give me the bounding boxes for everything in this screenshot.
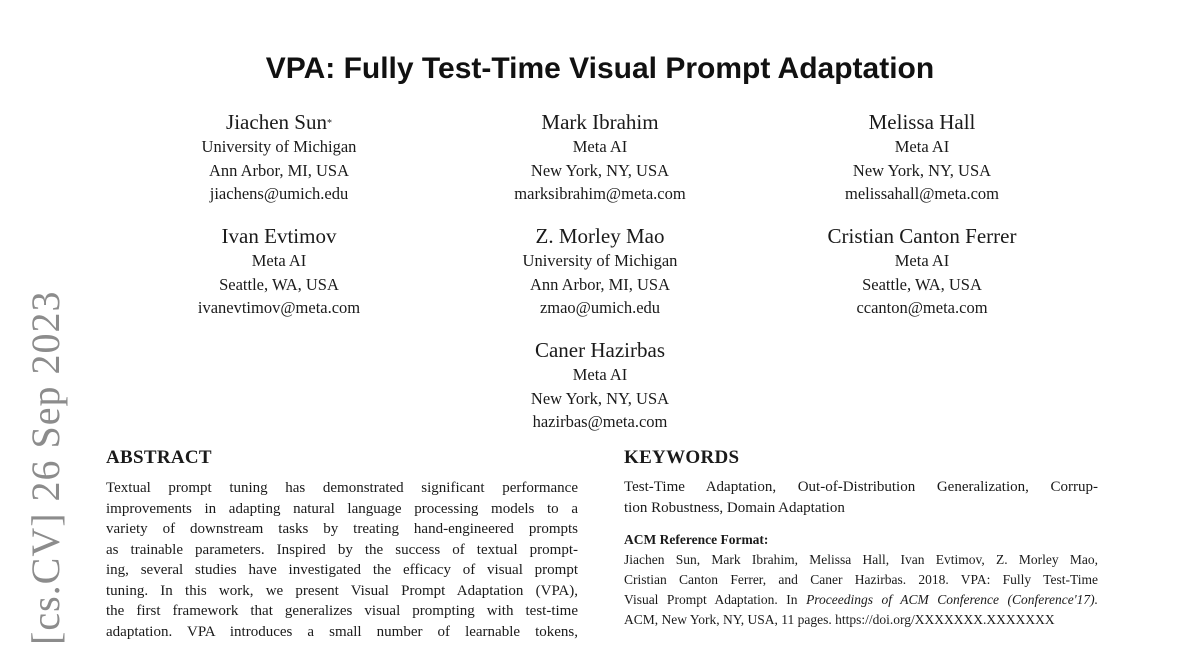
acm-reference-line: Cristian Canton Ferrer, and Caner Hazirbas. 2018. VPA: Fully Test-Time [624,572,1098,587]
author-location: New York, NY, USA [852,160,992,180]
author-block [440,109,760,206]
abstract-line: improvements in adapting natural language processing models to a [106,500,578,517]
paper-title: VPA: Fully Test-Time Visual Prompt Adaptation [265,52,935,85]
acm-reference-heading: ACM Reference Format: [624,532,769,547]
keywords-body [624,477,1098,518]
author-location: Seattle, WA, USA [219,274,339,294]
author-email[interactable]: jiachens@umich.edu [209,184,349,203]
author-location: Ann Arbor, MI, USA [529,274,671,294]
author-email[interactable]: ivanevtimov@meta.com [197,298,361,317]
author-affiliation: University of Michigan [201,137,357,156]
keywords-line: tion Robustness, Domain Adaptation [624,499,845,516]
author-block [762,223,1082,320]
acm-reference-line: Visual Prompt Adaptation. In Proceedings of ACM Conference (Conference'17). [624,592,1098,607]
author-name: Z. Morley Mao [535,224,665,248]
acm-reference-line: Jiachen Sun, Mark Ibrahim, Melissa Hall, Ivan Evtimov, Z. Morley Mao, [624,552,1098,567]
author-email[interactable]: ccanton@meta.com [856,298,988,317]
acm-reference-body [624,550,1098,630]
abstract-line: Textual prompt tuning has demonstrated significant performance [106,480,578,496]
author-name: Cristian Canton Ferrer [827,224,1017,248]
arxiv-stamp: [cs.CV] 26 Sep 2023 [23,290,68,645]
author-name: Ivan Evtimov [221,224,337,248]
abstract-line: adaptation. VPA introduces a small number of learnable tokens, [106,623,578,640]
acm-proceedings-title: Proceedings of ACM Conference (Conference'17). [806,592,1098,607]
abstract-body [106,478,578,642]
author-affiliation: Meta AI [572,137,628,156]
keywords-heading: KEYWORDS [624,447,740,468]
author-affiliation: University of Michigan [522,251,678,270]
author-email[interactable]: hazirbas@meta.com [532,412,668,431]
author-affiliation: Meta AI [894,137,950,156]
author-name: Melissa Hall [868,110,976,134]
acm-reference-line[interactable]: ACM, New York, NY, USA, 11 pages. https://doi.org/XXXXXXX.XXXXXXX [624,612,1055,627]
author-block [440,223,760,320]
author-block [119,223,439,320]
author-location: New York, NY, USA [530,388,670,408]
author-location: Seattle, WA, USA [862,274,982,294]
author-block [119,109,439,206]
abstract-line: ing, several studies have investigated the efficacy of visual prompt [106,562,578,578]
corresponding-author-mark: * [326,118,332,129]
author-affiliation: Meta AI [251,251,307,270]
abstract-line: the first framework that generalizes visual prompting with test-time [106,603,578,619]
abstract-line: tuning. In this work, we present Visual Prompt Adaptation (VPA), [106,582,578,599]
author-email[interactable]: zmao@umich.edu [539,298,661,317]
author-block [440,337,760,434]
abstract-line: as trainable parameters. Inspired by the success of textual prompt- [106,541,578,558]
abstract-line: variety of downstream tasks by treating hand-engineered prompts [106,521,578,537]
keywords-line: Test-Time Adaptation, Out-of-Distribution Generalization, Corrup- [624,479,1098,495]
author-location: New York, NY, USA [530,160,670,180]
author-name: Caner Hazirbas [534,338,666,362]
author-affiliation: Meta AI [894,251,950,270]
author-block [762,109,1082,206]
author-location: Ann Arbor, MI, USA [208,160,350,180]
author-affiliation: Meta AI [572,365,628,384]
abstract-heading: ABSTRACT [106,447,212,468]
author-name: Mark Ibrahim [541,110,659,134]
author-email[interactable]: marksibrahim@meta.com [514,184,686,203]
author-name: Jiachen Sun* [226,110,332,134]
author-email[interactable]: melissahall@meta.com [844,184,1000,203]
